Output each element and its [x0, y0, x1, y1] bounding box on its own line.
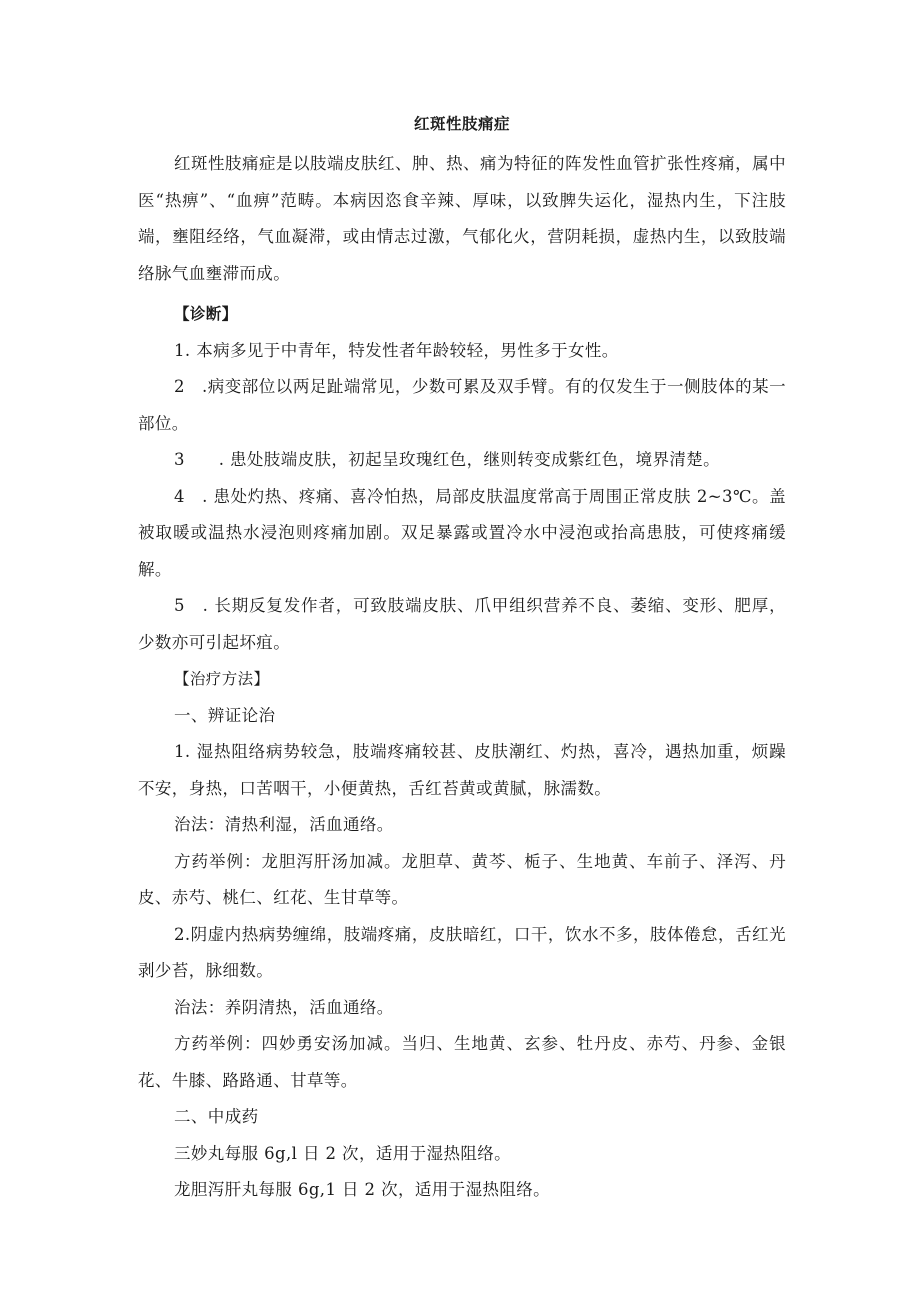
- treatment-heading: [138, 661, 786, 698]
- diagnosis-item-1: 1. 本病多见于中青年，特发性者年龄较轻，男性多于女性。: [174, 340, 619, 360]
- intro-paragraph: 红斑性肢痛症是以肢端皮肤红、肿、热、痛为特征的阵发性血管扩张性疼痛，属中医“热痹”、“血痹”范畴。本病因恣食辛辣、厚味，以致脾失运化，湿热内生，下注肢端，壅阻经络，气血凝滞，或由情志过激，气郁化火，营阴耗损，虚热内生，以致肢端络脉气血壅滞而成。: [138, 154, 786, 283]
- diagnosis-item-2: 2 .病变部位以两足趾端常见，少数可累及双手臂。有的仅发生于一侧肢体的某一部位。: [138, 377, 786, 433]
- diagnosis-item-5: 5 . 长期反复发作者，可致肢端皮肤、爪甲组织营养不良、萎缩、变形、肥厚，少数亦可引起坏疽。: [138, 596, 786, 652]
- diagnosis-heading: [138, 296, 786, 333]
- section1-title: 一、辨证论治: [174, 705, 276, 725]
- section2-title: 二、中成药: [174, 1107, 259, 1126]
- pattern1-formula: 方药举例：龙胆泻肝汤加减。龙胆草、黄芩、栀子、生地黄、车前子、泽泻、丹皮、赤芍、桃仁、红花、生甘草等。: [138, 851, 786, 907]
- diagnosis-item-3: 3 . 患处肢端皮肤，初起呈玫瑰红色，继则转变成紫红色，境界清楚。: [174, 450, 721, 469]
- pattern2-formula: 方药举例：四妙勇安汤加减。当归、生地黄、玄参、牡丹皮、赤芍、丹参、金银花、牛膝、路路通、甘草等。: [138, 1034, 786, 1090]
- pattern2-description: 2.阴虚内热病势缠绵，肢端疼痛，皮肤暗红，口干，饮水不多，肢体倦怠，舌红光剥少苔，脉细数。: [138, 924, 786, 980]
- pattern2-method: 治法：养阴清热，活血通络。: [174, 997, 394, 1017]
- pattern1-method: 治法：清热利湿，活血通络。: [174, 815, 394, 834]
- treatment-heading-text: 【治疗方法】: [174, 670, 270, 688]
- document-page: [138, 112, 786, 1209]
- pattern1-description: 1. 湿热阻络病势较急，肢端疼痛较甚、皮肤潮红、灼热，喜冷，遇热加重，烦躁不安，身热，口苦咽干，小便黄热，舌红苔黄或黄腻，脉濡数。: [138, 742, 786, 798]
- diagnosis-item-4: 4 . 患处灼热、疼痛、喜冷怕热，局部皮肤温度常高于周围正常皮肤 2~3℃。盖被取暖或温热水浸泡则疼痛加剧。双足暴露或置冷水中浸泡或抬高患肢，可使疼痛缓解。: [138, 486, 786, 579]
- medicine-2: 龙胆泻肝丸每服 6g,1 日 2 次，适用于湿热阻络。: [174, 1180, 551, 1199]
- document-title: 红斑性肢痛症: [413, 115, 510, 133]
- diagnosis-heading-text: 【诊断】: [174, 305, 238, 323]
- medicine-1: 三妙丸每服 6g,l 日 2 次，适用于湿热阻络。: [174, 1143, 512, 1163]
